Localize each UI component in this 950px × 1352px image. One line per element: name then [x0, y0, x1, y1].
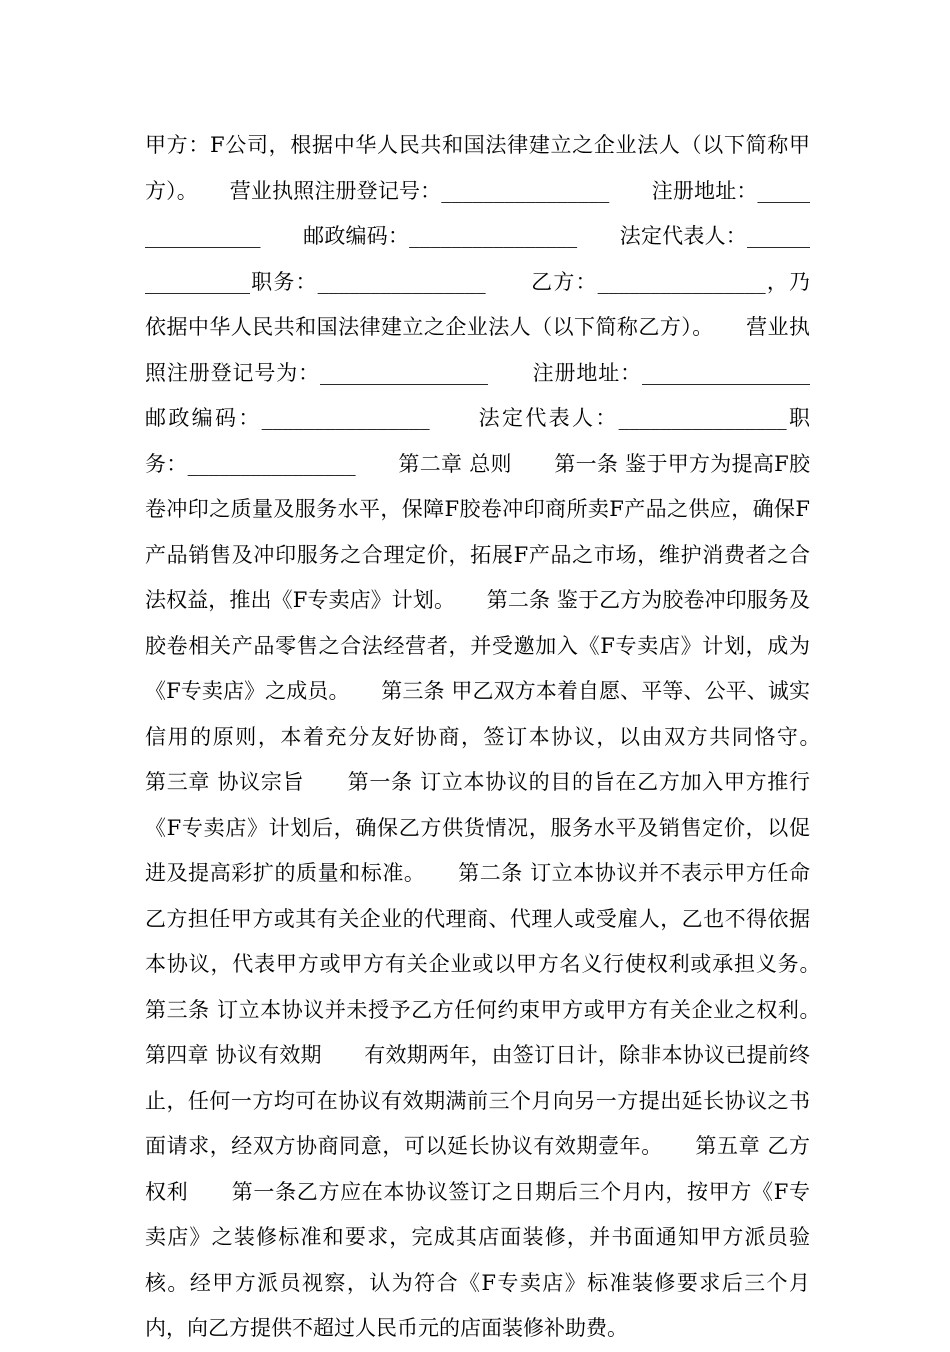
contract-body-text: 甲方：F公司，根据中华人民共和国法律建立之企业法人（以下简称甲方）。 营业执照注册登记号：________________ 注册地址：________________ 邮政编码：________________ 法定代表人：________________职务：________________ 乙方：________________，乃依据中华人民共和国法律建立之企业法人（以下简称乙方）。 营业执照注册登记号为：________________ 注册地址：________________ 邮政编码：________________ 法定代表人：________________职务：________________ 第二章 总则 第一条 鉴于甲方为提高F胶卷冲印之质量及服务水平，保障F胶卷冲印商所卖F产品之供应，确保F产品销售及冲印服务之合理定价，拓展F产品之市场，维护消费者之合法权益，推出《F专卖店》计划。 第二条 鉴于乙方为胶卷冲印服务及胶卷相关产品零售之合法经营者，并受邀加入《F专卖店》计划，成为《F专卖店》之成员。 第三条 甲乙双方本着自愿、平等、公平、诚实信用的原则，本着充分友好协商，签订本协议，以由双方共同恪守。 第三章 协议宗旨 第一条 订立本协议的目的旨在乙方加入甲方推行《F专卖店》计划后，确保乙方供货情况，服务水平及销售定价，以促进及提高彩扩的质量和标准。 第二条 订立本协议并不表示甲方任命乙方担任甲方或其有关企业的代理商、代理人或受雇人，乙也不得依据本协议，代表甲方或甲方有关企业或以甲方名义行使权利或承担义务。 第三条 订立本协议并未授予乙方任何约束甲方或甲方有关企业之权利。 第四章 协议有效期 有效期两年，由签订日计，除非本协议已提前终止，任何一方均可在协议有效期满前三个月向另一方提出延长协议之书面请求，经双方协商同意，可以延长协议有效期壹年。 第五章 乙方权利 第一条乙方应在本协议签订之日期后三个月内，按甲方《F专卖店》之装修标准和要求，完成其店面装修，并书面通知甲方派员验核。经甲方派员视察，认为符合《F专卖店》标准装修要求后三个月内，向乙方提供不超过人民币元的店面装修补助费。	[145, 133, 852, 1340]
